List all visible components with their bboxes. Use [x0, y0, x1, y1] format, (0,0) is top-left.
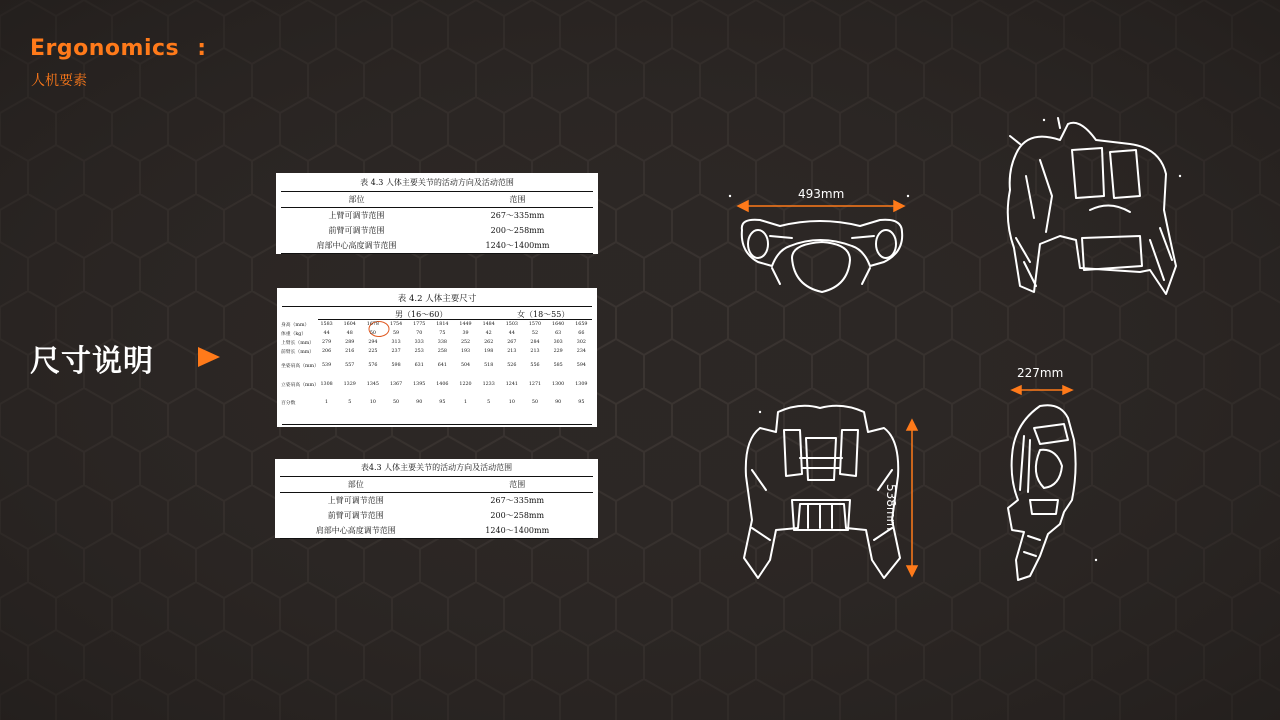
table-cell: 1329 — [343, 382, 356, 387]
table-cell: 50 — [369, 331, 376, 336]
table-cell: 225 — [368, 349, 378, 354]
table-cell: 198 — [484, 349, 494, 354]
table-cell: 75 — [439, 331, 446, 336]
table-cell: 1570 — [528, 322, 542, 327]
table-cell: 70 — [416, 331, 423, 336]
table-cell: 1 — [463, 400, 468, 405]
table-cell: 1309 — [575, 382, 588, 387]
table-cell: 5 — [487, 400, 491, 405]
table-cell: 1583 — [320, 322, 333, 327]
title-text: Ergonomics — [30, 36, 180, 61]
table-cell: 1775 — [413, 322, 426, 327]
table-cell: 267 — [507, 340, 517, 345]
table-cell: 1406 — [436, 382, 449, 387]
table-cell: 518 — [484, 363, 494, 368]
table-cell: 229 — [553, 349, 563, 354]
table-cell: 213 — [507, 349, 517, 354]
table-cell: 526 — [507, 363, 517, 368]
group-male: 男（16～60） — [395, 310, 448, 319]
row-label: 坐姿肩高（mm） — [281, 364, 319, 369]
section-label: 尺寸说明 — [30, 344, 154, 379]
table-cell: 前臂可调节范围 — [328, 226, 385, 235]
table-cell: 556 — [530, 363, 540, 368]
table-cell: 1233 — [482, 382, 495, 387]
table-cell: 641 — [437, 363, 447, 368]
table-cell: 333 — [414, 340, 424, 345]
row-label: 百分数 — [281, 401, 296, 406]
exoskeleton-top-view — [742, 220, 902, 292]
table-cell: 237 — [391, 349, 401, 354]
table-cell: 1240～1400mm — [485, 241, 550, 250]
depth-dimension-line — [1012, 386, 1072, 394]
table-cell: 44 — [323, 331, 330, 336]
table-cell: 594 — [576, 363, 586, 368]
page-subtitle: 人机要素 — [31, 73, 87, 89]
table-cell: 1300 — [552, 382, 565, 387]
table-cell: 557 — [345, 363, 355, 368]
column-header: 范围 — [509, 480, 526, 489]
table-cell: 213 — [530, 349, 540, 354]
table-cell: 90 — [555, 400, 562, 405]
column-header: 部位 — [348, 195, 365, 204]
table-cell: 539 — [322, 363, 332, 368]
table-cell: 504 — [460, 363, 471, 368]
table-cell: 95 — [439, 400, 446, 405]
table-cell: 95 — [578, 400, 585, 405]
table-cell: 598 — [391, 363, 401, 368]
table-cell: 48 — [346, 331, 353, 336]
table-caption: 表4.3 人体主要关节的活动方向及活动范围 — [360, 463, 513, 472]
table-cell: 66 — [578, 331, 585, 336]
table-cell: 576 — [368, 363, 378, 368]
table-cell: 200～258mm — [490, 226, 545, 235]
table-cell: 267～335mm — [490, 211, 545, 220]
row-label: 体重（kg） — [281, 332, 307, 337]
table-cell: 262 — [484, 340, 494, 345]
row-label: 前臂长（mm） — [281, 350, 315, 355]
table-cell: 10 — [508, 400, 515, 405]
table-cell: 59 — [392, 331, 400, 336]
table-cell: 253 — [414, 349, 424, 354]
exoskeleton-perspective-view — [1008, 118, 1176, 294]
table-caption: 表 4.3 人体主要关节的活动方向及活动范围 — [360, 178, 514, 187]
table-cell: 258 — [437, 349, 447, 354]
table-cell: 1345 — [366, 382, 379, 387]
table-cell: 1640 — [552, 322, 565, 327]
table-cell: 200～258mm — [490, 511, 545, 520]
title-colon: : — [197, 36, 207, 61]
table-cell: 302 — [576, 340, 586, 345]
table-cell: 1395 — [413, 382, 426, 387]
table-cell: 1 — [325, 400, 329, 405]
table-cell: 前臂可调节范围 — [327, 511, 384, 520]
table-cell: 1659 — [575, 322, 588, 327]
table-cell: 1308 — [320, 382, 333, 387]
table-cell: 肩部中心高度调节范围 — [316, 241, 397, 250]
table-cell: 50 — [392, 400, 400, 405]
width-dimension-line — [738, 201, 904, 211]
table-cell: 585 — [553, 363, 563, 368]
width-dimension-label: 493mm — [798, 187, 845, 201]
table-cell: 216 — [345, 349, 355, 354]
table-cell: 50 — [531, 400, 539, 405]
table-cell: 1678 — [366, 322, 379, 327]
table-cell: 1241 — [505, 382, 518, 387]
table-cell: 5 — [348, 400, 352, 405]
table-cell: 1367 — [389, 382, 403, 387]
table-cell: 284 — [530, 340, 540, 345]
table-cell: 44 — [508, 331, 515, 336]
table-cell: 上臂可调节范围 — [328, 211, 385, 220]
table-cell: 52 — [531, 331, 539, 336]
table-cell: 42 — [485, 331, 492, 336]
table-cell: 279 — [322, 340, 332, 345]
row-label: 身高（mm） — [281, 323, 310, 328]
column-header: 部位 — [347, 480, 364, 489]
row-label: 立姿肩高（mm） — [281, 383, 319, 388]
group-female: 女（18～55） — [517, 310, 570, 319]
table-cell: 303 — [553, 340, 563, 345]
table-cell: 267～335mm — [490, 496, 545, 505]
height-dimension-label: 538mm — [884, 484, 898, 531]
table-cell: 338 — [437, 340, 447, 345]
table-cell: 上臂可调节范围 — [327, 496, 384, 505]
column-header: 范围 — [509, 195, 526, 204]
depth-dimension-label: 227mm — [1017, 366, 1064, 380]
table-cell: 252 — [460, 340, 471, 345]
height-dimension-line — [907, 420, 917, 576]
table-cell: 193 — [460, 349, 471, 354]
table-cell: 206 — [322, 349, 332, 354]
table-cell: 313 — [391, 340, 401, 345]
table-cell: 631 — [414, 363, 424, 368]
table-cell: 1240～1400mm — [485, 526, 550, 535]
table-cell: 90 — [416, 400, 423, 405]
table-cell: 1503 — [505, 322, 518, 327]
table-cell: 294 — [368, 340, 378, 345]
table-cell: 289 — [345, 340, 355, 345]
table-cell: 63 — [555, 331, 562, 336]
exoskeleton-front-view — [744, 406, 900, 578]
exoskeleton-side-view — [1008, 405, 1076, 580]
table-cell: 1604 — [343, 322, 356, 327]
row-label: 上臂长（mm） — [281, 341, 315, 346]
table-cell: 1220 — [459, 382, 472, 387]
table-cell: 39 — [462, 331, 469, 336]
table-cell: 10 — [369, 400, 376, 405]
table-cell: 1814 — [436, 322, 449, 327]
table-cell: 1449 — [459, 322, 472, 327]
table-cell: 1754 — [389, 322, 403, 327]
table-cell: 肩部中心高度调节范围 — [315, 526, 396, 535]
table-cell: 1271 — [528, 382, 542, 387]
table-cell: 1484 — [482, 322, 495, 327]
table-caption: 表 4.2 人体主要尺寸 — [397, 294, 477, 304]
table-cell: 234 — [576, 349, 586, 354]
